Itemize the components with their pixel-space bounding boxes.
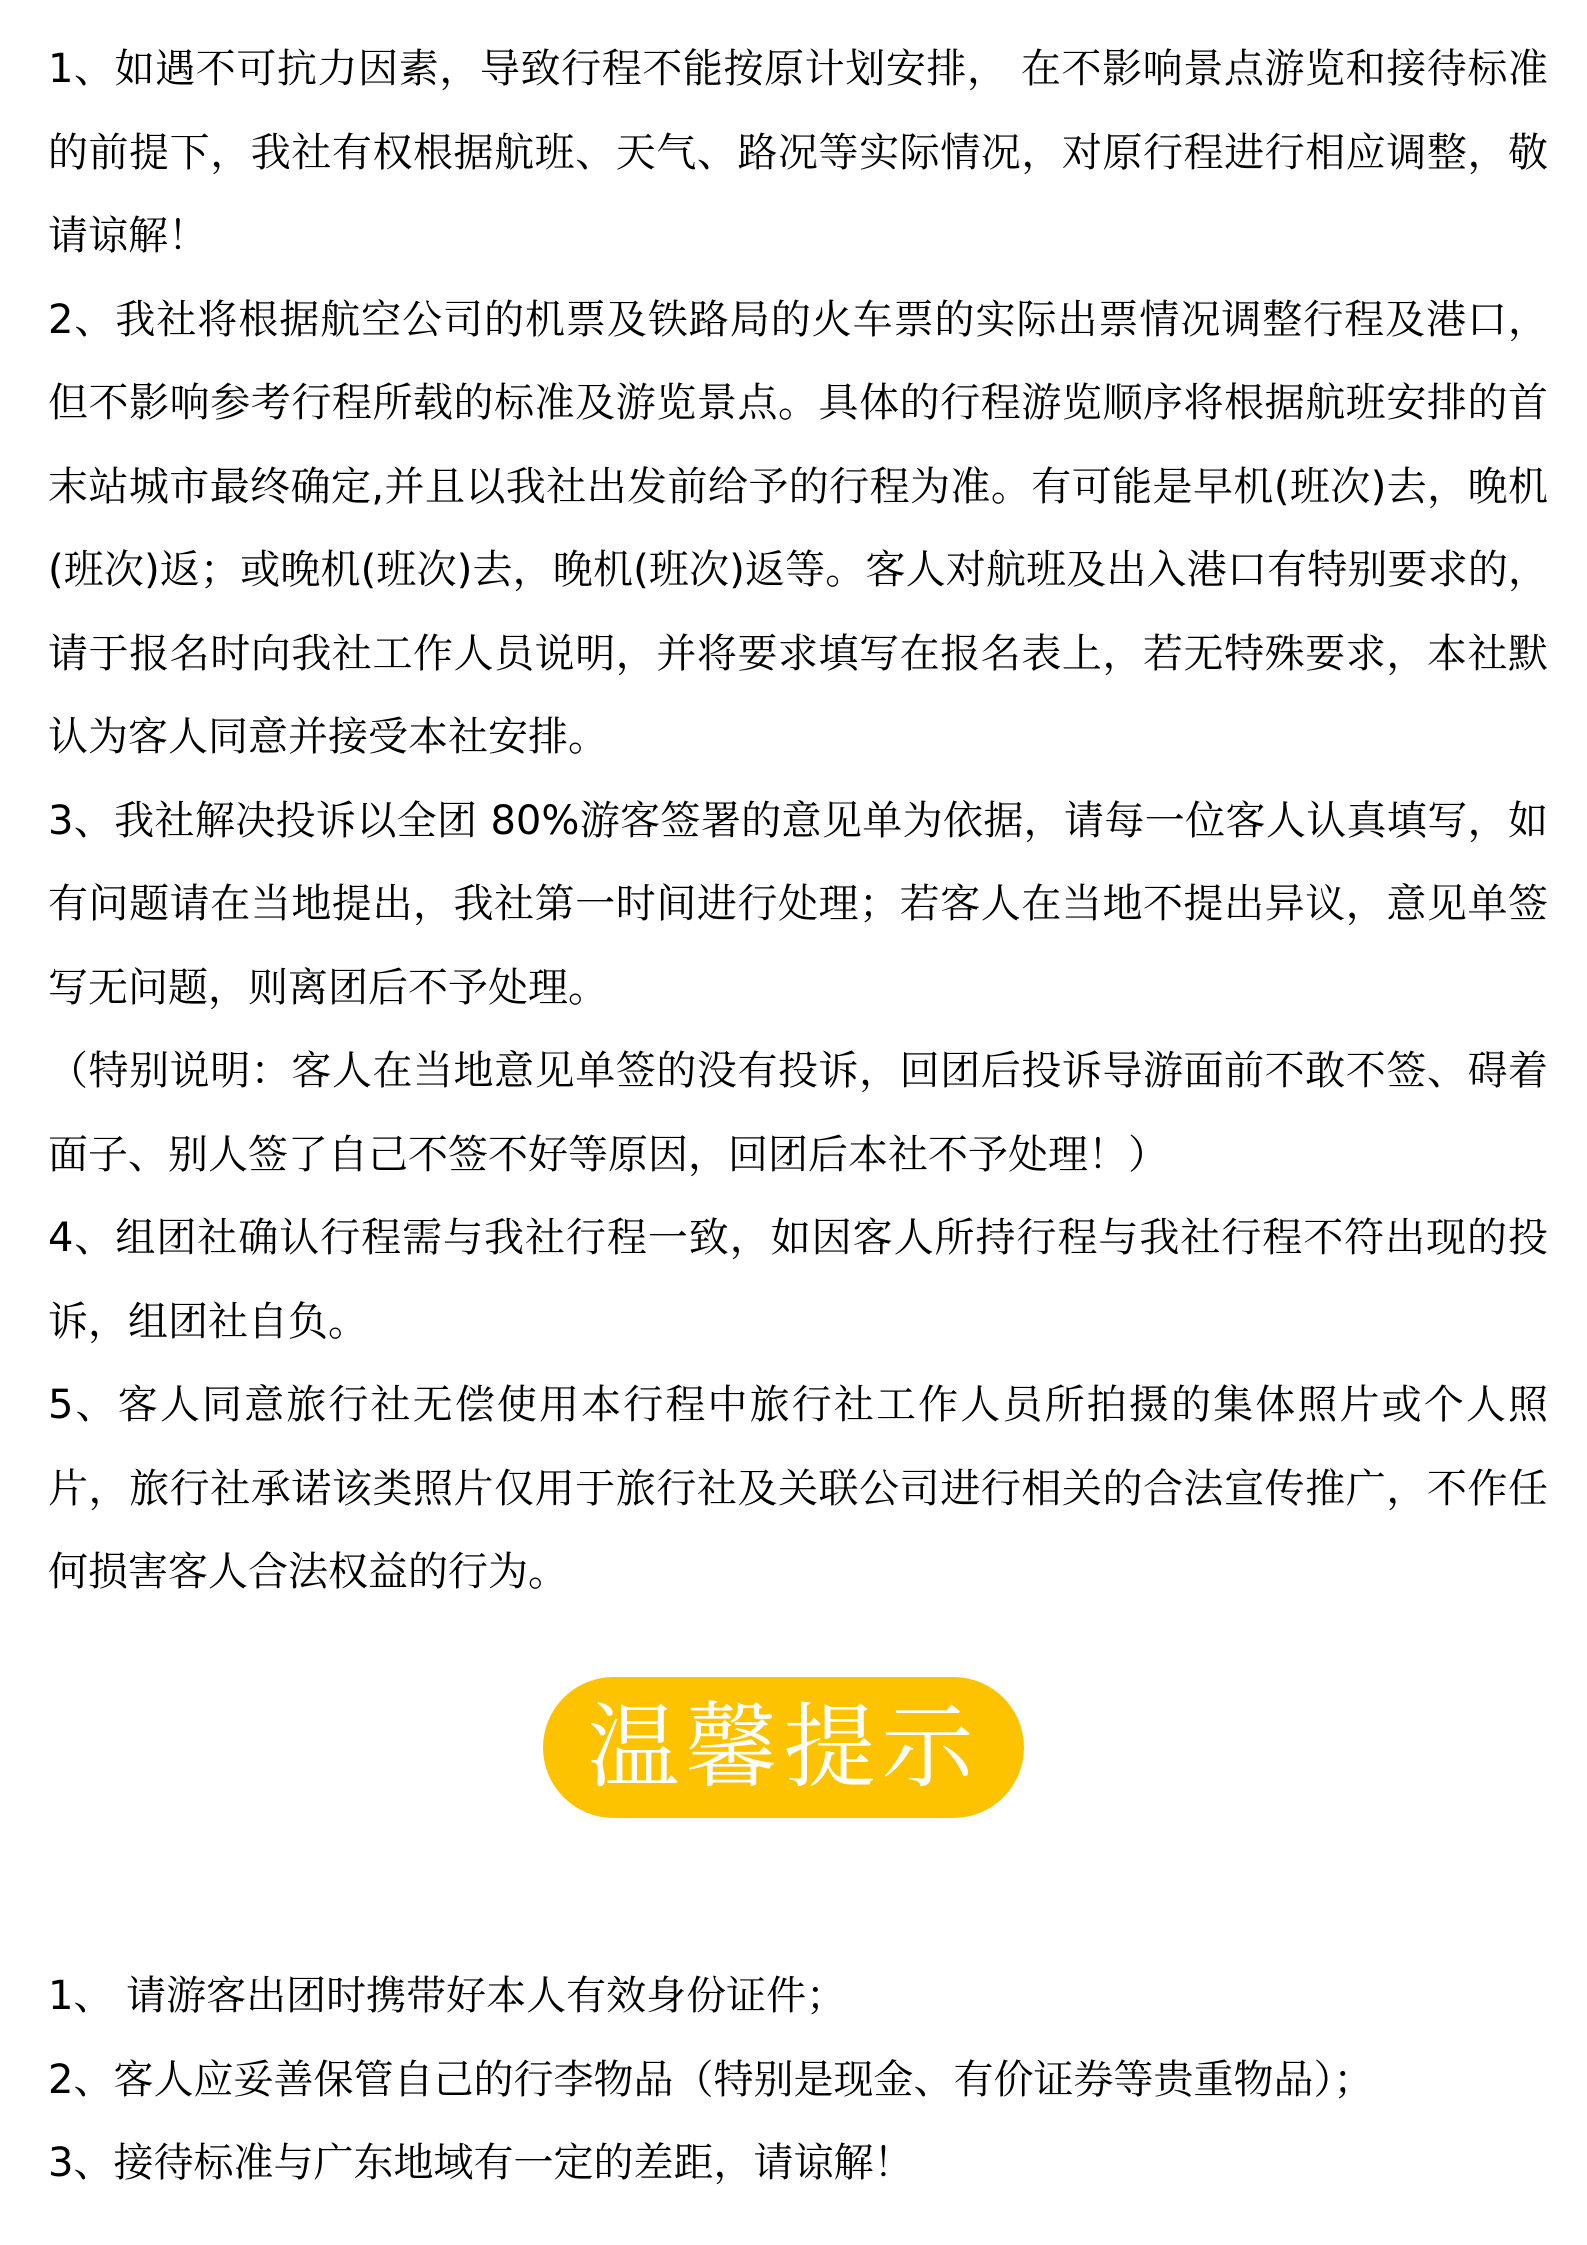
term-paragraph-4: 4、组团社确认行程需与我社行程一致，如因客人所持行程与我社行程不符出现的投诉，组团社自负。	[48, 1215, 1548, 1345]
tips-list	[48, 1955, 1548, 2206]
tips-banner-title: 温馨提示	[587, 1693, 980, 1801]
tip-item-1: 1、 请游客出团时携带好本人有效身份证件；	[48, 1973, 847, 2019]
term-paragraph-2: 2、我社将根据航空公司的机票及铁路局的火车票的实际出票情况调整行程及港口，但不影响参考行程所载的标准及游览景点。具体的行程游览顺序将根据航班安排的首末站城市最终确定,并且以我社出发前给予的行程为准。有可能是早机(班次)去，晚机(班次)返；或晚机(班次)去，晚机(班次)返等。客人对航班及出入港口有特别要求的，请于报名时向我社工作人员说明，并将要求填写在报名表上，若无特殊要求，本社默认为客人同意并接受本社安排。	[48, 296, 1548, 760]
terms-section	[48, 28, 1548, 1615]
tip-item-3: 3、接待标准与广东地域有一定的差距，请谅解！	[48, 2140, 914, 2186]
term-paragraph-5: 5、客人同意旅行社无偿使用本行程中旅行社工作人员所拍摄的集体照片或个人照片，旅行社承诺该类照片仅用于旅行社及关联公司进行相关的合法宣传推广，不作任何损害客人合法权益的行为。	[48, 1382, 1548, 1595]
term-paragraph-1: 1、如遇不可抗力因素，导致行程不能按原计划安排， 在不影响景点游览和接待标准的前提下，我社有权根据航班、天气、路况等实际情况，对原行程进行相应调整，敬请谅解！	[48, 46, 1548, 259]
term-paragraph-3: 3、我社解决投诉以全团 80%游客签署的意见单为依据，请每一位客人认真填写，如有问题请在当地提出，我社第一时间进行处理；若客人在当地不提出异议，意见单签写无问题，则离团后不予处理。	[48, 797, 1548, 1011]
special-note: （特别说明：客人在当地意见单签的没有投诉，回团后投诉导游面前不敢不签、碍着面子、别人签了自己不签不好等原因，回团后本社不予处理！）	[48, 1048, 1548, 1178]
tip-item-2: 2、客人应妥善保管自己的行李物品（特别是现金、有价证券等贵重物品）；	[48, 2056, 1374, 2103]
tips-banner	[543, 1677, 1024, 1818]
